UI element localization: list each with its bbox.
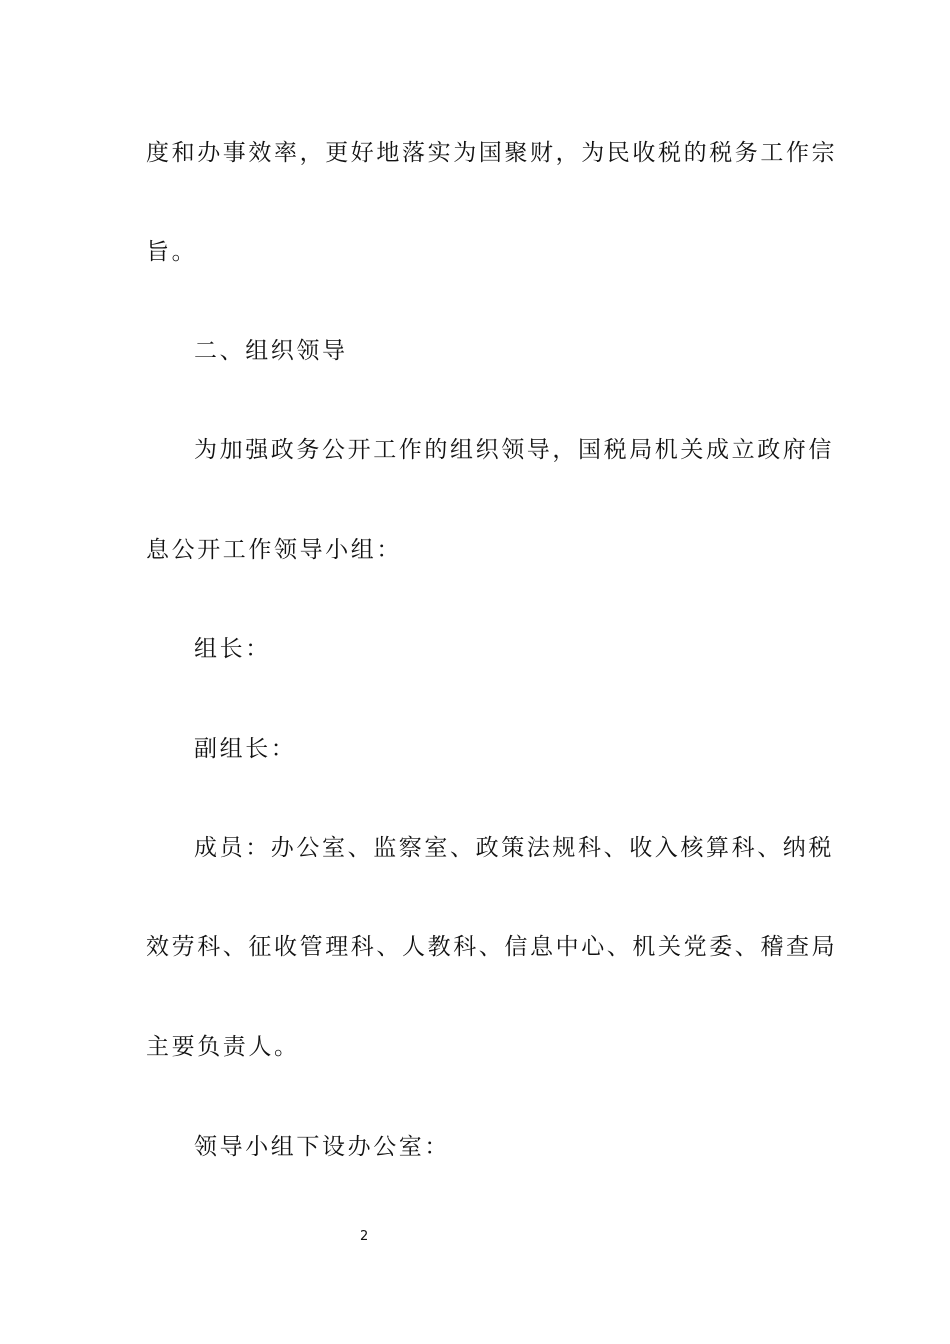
paragraph-line: 息公开工作领导小组： xyxy=(146,537,402,563)
section-heading: 二、组织领导 xyxy=(194,338,348,364)
members-line: 成员：办公室、监察室、政策法规科、收入核算科、纳税 xyxy=(194,835,834,861)
paragraph-line: 旨。 xyxy=(146,239,198,265)
paragraph-line: 度和办事效率，更好地落实为国聚财，为民收税的税务工作宗 xyxy=(146,140,838,166)
page-number: 2 xyxy=(360,1229,369,1244)
members-line: 效劳科、征收管理科、人教科、信息中心、机关党委、稽查局 xyxy=(146,934,838,960)
paragraph-line: 为加强政务公开工作的组织领导，国税局机关成立政府信 xyxy=(194,437,834,463)
office-line: 领导小组下设办公室： xyxy=(194,1134,450,1160)
group-leader-label: 组长： xyxy=(194,636,271,662)
deputy-leader-label: 副组长： xyxy=(194,736,297,762)
members-line: 主要负责人。 xyxy=(146,1034,300,1060)
